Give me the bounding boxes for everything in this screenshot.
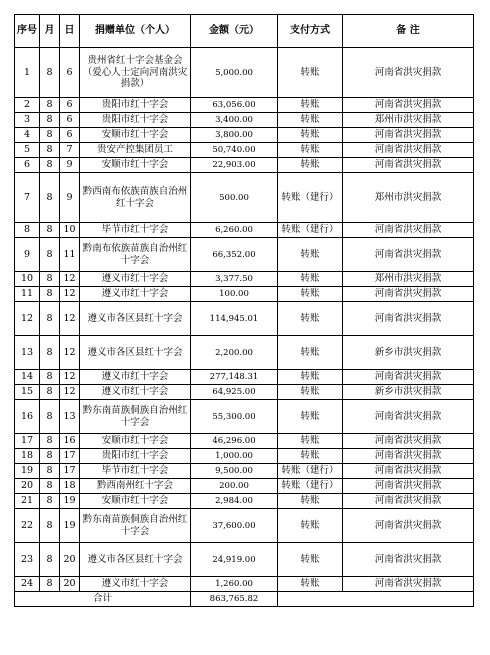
table-row bbox=[15, 173, 474, 223]
cell-month: 8 bbox=[40, 272, 60, 287]
cell-amount: 66,352.00 bbox=[191, 238, 278, 272]
cell-seq: 1 bbox=[15, 48, 40, 98]
cell-month: 8 bbox=[40, 302, 60, 336]
cell-amount: 5,000.00 bbox=[191, 48, 278, 98]
cell-payment: 转账（建行） bbox=[278, 464, 343, 479]
cell-day: 9 bbox=[60, 173, 80, 223]
cell-month: 8 bbox=[40, 370, 60, 385]
cell-day: 19 bbox=[60, 494, 80, 509]
cell-donor: 安顺市红十字会 bbox=[80, 494, 191, 509]
cell-donor: 遵义市各区县红十字会 bbox=[80, 336, 191, 370]
cell-seq: 23 bbox=[15, 543, 40, 577]
table-row bbox=[15, 158, 474, 173]
cell-note: 新乡市洪灾捐款 bbox=[343, 336, 474, 370]
cell-note: 河南省洪灾捐款 bbox=[343, 434, 474, 449]
cell-month: 8 bbox=[40, 464, 60, 479]
cell-payment: 转账 bbox=[278, 113, 343, 128]
cell-amount: 50,740.00 bbox=[191, 143, 278, 158]
cell-payment: 转账 bbox=[278, 128, 343, 143]
cell-payment: 转账（建行） bbox=[278, 223, 343, 238]
cell-day: 12 bbox=[60, 302, 80, 336]
cell-seq: 2 bbox=[15, 98, 40, 113]
cell-seq: 11 bbox=[15, 287, 40, 302]
cell-day: 17 bbox=[60, 449, 80, 464]
cell-note: 河南省洪灾捐款 bbox=[343, 577, 474, 592]
cell-amount: 3,377.50 bbox=[191, 272, 278, 287]
table-row bbox=[15, 287, 474, 302]
cell-donor: 毕节市红十字会 bbox=[80, 464, 191, 479]
cell-seq: 9 bbox=[15, 238, 40, 272]
cell-day: 20 bbox=[60, 577, 80, 592]
cell-payment: 转账 bbox=[278, 98, 343, 113]
cell-note: 河南省洪灾捐款 bbox=[343, 143, 474, 158]
cell-amount: 6,260.00 bbox=[191, 223, 278, 238]
cell-donor: 贵阳市红十字会 bbox=[80, 449, 191, 464]
cell-day: 12 bbox=[60, 385, 80, 400]
cell-payment: 转账 bbox=[278, 48, 343, 98]
cell-note: 河南省洪灾捐款 bbox=[343, 287, 474, 302]
total-empty bbox=[278, 592, 474, 607]
cell-donor: 遵义市红十字会 bbox=[80, 287, 191, 302]
cell-seq: 20 bbox=[15, 479, 40, 494]
cell-donor: 安顺市红十字会 bbox=[80, 128, 191, 143]
cell-donor: 黔东南苗族侗族自治州红十字会 bbox=[80, 400, 191, 434]
table-row bbox=[15, 449, 474, 464]
cell-day: 6 bbox=[60, 128, 80, 143]
cell-amount: 500.00 bbox=[191, 173, 278, 223]
cell-payment: 转账 bbox=[278, 385, 343, 400]
cell-note: 河南省洪灾捐款 bbox=[343, 158, 474, 173]
cell-seq: 15 bbox=[15, 385, 40, 400]
cell-payment: 转账 bbox=[278, 287, 343, 302]
cell-payment: 转账 bbox=[278, 449, 343, 464]
cell-month: 8 bbox=[40, 577, 60, 592]
cell-donor: 贵安产控集团员工 bbox=[80, 143, 191, 158]
cell-note: 河南省洪灾捐款 bbox=[343, 464, 474, 479]
cell-note: 河南省洪灾捐款 bbox=[343, 128, 474, 143]
cell-note: 河南省洪灾捐款 bbox=[343, 370, 474, 385]
table-row bbox=[15, 128, 474, 143]
cell-seq: 21 bbox=[15, 494, 40, 509]
cell-payment: 转账 bbox=[278, 370, 343, 385]
cell-month: 8 bbox=[40, 385, 60, 400]
donation-table bbox=[14, 14, 474, 607]
cell-amount: 3,800.00 bbox=[191, 128, 278, 143]
cell-payment: 转账 bbox=[278, 158, 343, 173]
cell-donor: 安顺市红十字会 bbox=[80, 434, 191, 449]
cell-month: 8 bbox=[40, 238, 60, 272]
cell-seq: 10 bbox=[15, 272, 40, 287]
cell-seq: 6 bbox=[15, 158, 40, 173]
table-row bbox=[15, 302, 474, 336]
cell-payment: 转账 bbox=[278, 272, 343, 287]
cell-note: 郑州市洪灾捐款 bbox=[343, 173, 474, 223]
cell-amount: 46,296.00 bbox=[191, 434, 278, 449]
cell-donor: 黔西南布依族苗族自治州红十字会 bbox=[80, 173, 191, 223]
cell-note: 河南省洪灾捐款 bbox=[343, 400, 474, 434]
header-payment: 支付方式 bbox=[278, 15, 343, 48]
cell-seq: 22 bbox=[15, 509, 40, 543]
header-amount: 金额（元） bbox=[191, 15, 278, 48]
table-row bbox=[15, 113, 474, 128]
cell-month: 8 bbox=[40, 128, 60, 143]
cell-amount: 2,984.00 bbox=[191, 494, 278, 509]
cell-amount: 1,260.00 bbox=[191, 577, 278, 592]
cell-amount: 200.00 bbox=[191, 479, 278, 494]
table-row bbox=[15, 509, 474, 543]
cell-amount: 24,919.00 bbox=[191, 543, 278, 577]
cell-day: 10 bbox=[60, 223, 80, 238]
cell-payment: 转账 bbox=[278, 238, 343, 272]
cell-amount: 100.00 bbox=[191, 287, 278, 302]
cell-day: 9 bbox=[60, 158, 80, 173]
cell-month: 8 bbox=[40, 494, 60, 509]
header-seq: 序号 bbox=[15, 15, 40, 48]
total-row bbox=[15, 592, 474, 607]
cell-seq: 18 bbox=[15, 449, 40, 464]
table-row bbox=[15, 370, 474, 385]
cell-month: 8 bbox=[40, 173, 60, 223]
cell-amount: 3,400.00 bbox=[191, 113, 278, 128]
cell-day: 6 bbox=[60, 98, 80, 113]
cell-note: 郑州市洪灾捐款 bbox=[343, 272, 474, 287]
cell-note: 河南省洪灾捐款 bbox=[343, 48, 474, 98]
cell-seq: 8 bbox=[15, 223, 40, 238]
cell-seq: 17 bbox=[15, 434, 40, 449]
cell-day: 13 bbox=[60, 400, 80, 434]
cell-payment: 转账 bbox=[278, 494, 343, 509]
cell-day: 12 bbox=[60, 370, 80, 385]
cell-note: 河南省洪灾捐款 bbox=[343, 223, 474, 238]
cell-donor: 遵义市各区县红十字会 bbox=[80, 302, 191, 336]
cell-note: 河南省洪灾捐款 bbox=[343, 302, 474, 336]
table-row bbox=[15, 336, 474, 370]
cell-amount: 9,500.00 bbox=[191, 464, 278, 479]
cell-day: 16 bbox=[60, 434, 80, 449]
cell-donor: 贵阳市红十字会 bbox=[80, 98, 191, 113]
cell-amount: 1,000.00 bbox=[191, 449, 278, 464]
cell-month: 8 bbox=[40, 509, 60, 543]
total-amount: 863,765.82 bbox=[191, 592, 278, 607]
table-row bbox=[15, 48, 474, 98]
cell-seq: 7 bbox=[15, 173, 40, 223]
table-row bbox=[15, 543, 474, 577]
cell-donor: 贵州省红十字会基金会（爱心人士定向河南洪灾捐款） bbox=[80, 48, 191, 98]
cell-donor: 遵义市红十字会 bbox=[80, 385, 191, 400]
cell-note: 河南省洪灾捐款 bbox=[343, 543, 474, 577]
header-donor: 捐赠单位（个人） bbox=[80, 15, 191, 48]
cell-month: 8 bbox=[40, 223, 60, 238]
cell-day: 19 bbox=[60, 509, 80, 543]
table-row bbox=[15, 272, 474, 287]
cell-amount: 64,925.00 bbox=[191, 385, 278, 400]
cell-donor: 遵义市红十字会 bbox=[80, 577, 191, 592]
header-day: 日 bbox=[60, 15, 80, 48]
cell-month: 8 bbox=[40, 143, 60, 158]
cell-payment: 转账 bbox=[278, 509, 343, 543]
cell-day: 17 bbox=[60, 464, 80, 479]
table-row bbox=[15, 577, 474, 592]
cell-donor: 遵义市红十字会 bbox=[80, 370, 191, 385]
cell-note: 新乡市洪灾捐款 bbox=[343, 385, 474, 400]
cell-day: 18 bbox=[60, 479, 80, 494]
cell-note: 河南省洪灾捐款 bbox=[343, 238, 474, 272]
cell-seq: 19 bbox=[15, 464, 40, 479]
cell-amount: 63,056.00 bbox=[191, 98, 278, 113]
cell-amount: 22,903.00 bbox=[191, 158, 278, 173]
cell-note: 郑州市洪灾捐款 bbox=[343, 113, 474, 128]
cell-donor: 遵义市各区县红十字会 bbox=[80, 543, 191, 577]
table-row bbox=[15, 434, 474, 449]
cell-day: 7 bbox=[60, 143, 80, 158]
cell-day: 12 bbox=[60, 336, 80, 370]
cell-seq: 3 bbox=[15, 113, 40, 128]
table-row bbox=[15, 385, 474, 400]
cell-seq: 16 bbox=[15, 400, 40, 434]
cell-month: 8 bbox=[40, 479, 60, 494]
cell-month: 8 bbox=[40, 113, 60, 128]
table-row bbox=[15, 464, 474, 479]
cell-payment: 转账 bbox=[278, 336, 343, 370]
cell-day: 20 bbox=[60, 543, 80, 577]
cell-seq: 12 bbox=[15, 302, 40, 336]
cell-day: 6 bbox=[60, 113, 80, 128]
cell-seq: 14 bbox=[15, 370, 40, 385]
table-row bbox=[15, 400, 474, 434]
cell-month: 8 bbox=[40, 449, 60, 464]
header-note: 备 注 bbox=[343, 15, 474, 48]
cell-payment: 转账 bbox=[278, 143, 343, 158]
cell-day: 11 bbox=[60, 238, 80, 272]
cell-donor: 黔西南州红十字会 bbox=[80, 479, 191, 494]
cell-payment: 转账 bbox=[278, 543, 343, 577]
cell-day: 12 bbox=[60, 272, 80, 287]
cell-note: 河南省洪灾捐款 bbox=[343, 449, 474, 464]
cell-seq: 5 bbox=[15, 143, 40, 158]
cell-note: 河南省洪灾捐款 bbox=[343, 98, 474, 113]
cell-payment: 转账（建行） bbox=[278, 173, 343, 223]
table-row bbox=[15, 143, 474, 158]
cell-day: 6 bbox=[60, 48, 80, 98]
cell-day: 12 bbox=[60, 287, 80, 302]
cell-donor: 安顺市红十字会 bbox=[80, 158, 191, 173]
cell-seq: 24 bbox=[15, 577, 40, 592]
cell-donor: 毕节市红十字会 bbox=[80, 223, 191, 238]
cell-month: 8 bbox=[40, 48, 60, 98]
cell-seq: 13 bbox=[15, 336, 40, 370]
cell-payment: 转账（建行） bbox=[278, 479, 343, 494]
cell-month: 8 bbox=[40, 287, 60, 302]
cell-month: 8 bbox=[40, 336, 60, 370]
cell-month: 8 bbox=[40, 400, 60, 434]
cell-donor: 贵阳市红十字会 bbox=[80, 113, 191, 128]
table-row bbox=[15, 223, 474, 238]
cell-donor: 黔东南苗族侗族自治州红十字会 bbox=[80, 509, 191, 543]
header-row bbox=[15, 15, 474, 48]
table-row bbox=[15, 494, 474, 509]
cell-seq: 4 bbox=[15, 128, 40, 143]
table-row bbox=[15, 479, 474, 494]
cell-month: 8 bbox=[40, 158, 60, 173]
cell-payment: 转账 bbox=[278, 577, 343, 592]
cell-note: 河南省洪灾捐款 bbox=[343, 494, 474, 509]
cell-payment: 转账 bbox=[278, 434, 343, 449]
cell-amount: 277,148.31 bbox=[191, 370, 278, 385]
cell-payment: 转账 bbox=[278, 302, 343, 336]
cell-month: 8 bbox=[40, 543, 60, 577]
cell-month: 8 bbox=[40, 98, 60, 113]
cell-month: 8 bbox=[40, 434, 60, 449]
cell-note: 河南省洪灾捐款 bbox=[343, 509, 474, 543]
table-row bbox=[15, 238, 474, 272]
cell-note: 河南省洪灾捐款 bbox=[343, 479, 474, 494]
cell-donor: 黔南布依族苗族自治州红十字会 bbox=[80, 238, 191, 272]
total-label: 合计 bbox=[15, 592, 191, 607]
cell-amount: 55,300.00 bbox=[191, 400, 278, 434]
cell-payment: 转账 bbox=[278, 400, 343, 434]
table-row bbox=[15, 98, 474, 113]
cell-amount: 37,600.00 bbox=[191, 509, 278, 543]
cell-amount: 2,200.00 bbox=[191, 336, 278, 370]
header-month: 月 bbox=[40, 15, 60, 48]
cell-amount: 114,945.01 bbox=[191, 302, 278, 336]
cell-donor: 遵义市红十字会 bbox=[80, 272, 191, 287]
